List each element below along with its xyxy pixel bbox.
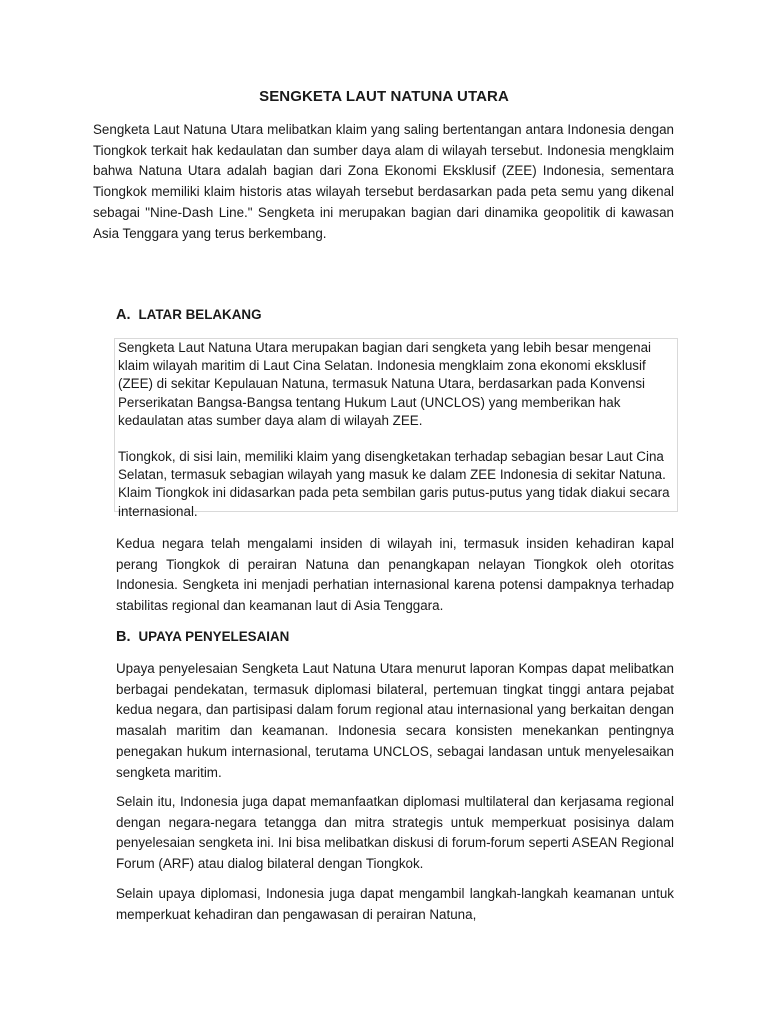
section-b-heading	[116, 629, 289, 645]
section-a-title: LATAR BELAKANG	[138, 307, 262, 322]
section-b-letter: B.	[116, 629, 131, 645]
page-title: SENGKETA LAUT NATUNA UTARA	[259, 88, 509, 105]
intro-paragraph: Sengketa Laut Natuna Utara melibatkan klaim yang saling bertentangan antara Indonesia dengan Tiongkok terkait hak kedaulatan dan sumber daya alam di wilayah tersebut. Indonesia mengklaim bahwa Natuna Utara adalah bagian dari Zona Ekonomi Eksklusif (ZEE) Indonesia, sementara Tiongkok memiliki klaim historis atas wilayah tersebut berdasarkan pada peta semu yang dikenal sebagai "Nine-Dash Line." Sengketa ini merupakan bagian dari dinamika geopolitik di kawasan Asia Tenggara yang terus berkembang.	[93, 122, 674, 241]
background-text-box	[114, 338, 678, 519]
box-paragraph-1: Sengketa Laut Natuna Utara merupakan bagian dari sengketa yang lebih besar mengenai klaim wilayah maritim di Laut Cina Selatan. Indonesia mengklaim zona ekonomi eksklusif (ZEE) di sekitar Kepulauan Natuna, termasuk Natuna Utara, berdasarkan pada Konvensi Perserikatan Bangsa-Bangsa tentang Hukum Laut (UNCLOS) yang memberikan hak kedaulatan atas sumber daya alam di wilayah ZEE.	[118, 340, 652, 428]
section-b-paragraph-2: Selain itu, Indonesia juga dapat memanfaatkan diplomasi multilateral dan kerjasama regional dengan negara-negara tetangga dan mitra strategis untuk memperkuat posisinya dalam penyelesaian sengketa ini. Ini bisa melibatkan diskusi di forum-forum seperti ASEAN Regional Forum (ARF) atau dialog bilateral dengan Tiongkok.	[116, 794, 674, 872]
section-b-paragraph-1: Upaya penyelesaian Sengketa Laut Natuna Utara menurut laporan Kompas dapat melibatkan berbagai pendekatan, termasuk diplomasi bilateral, pertemuan tingkat tinggi antara pejabat kedua negara, dan partisipasi dalam forum regional atau internasional yang berkaitan dengan masalah maritim dan keamanan. Indonesia secara konsisten menekankan pentingnya penegakan hukum internasional, terutama UNCLOS, sebagai landasan untuk menyelesaikan sengketa maritim.	[116, 661, 674, 780]
section-b-title: UPAYA PENYELESAIAN	[138, 629, 290, 644]
section-a-heading	[116, 307, 261, 323]
box-paragraph-2: Tiongkok, di sisi lain, memiliki klaim yang disengketakan terhadap sebagian besar Laut Cina Selatan, termasuk sebagian wilayah yang masuk ke dalam ZEE Indonesia di sekitar Natuna. Klaim Tiongkok ini didasarkan pada peta sembilan garis putus-putus yang tidak diakui secara internasional.	[118, 449, 670, 519]
section-b-paragraph-3: Selain upaya diplomasi, Indonesia juga dapat mengambil langkah-langkah keamanan untuk memperkuat kehadiran dan pengawasan di perairan Natuna,	[116, 886, 674, 922]
section-a-paragraph-3: Kedua negara telah mengalami insiden di wilayah ini, termasuk insiden kehadiran kapal perang Tiongkok di perairan Natuna dan penangkapan nelayan Tiongkok oleh otoritas Indonesia. Sengketa ini menjadi perhatian internasional karena potensi dampaknya terhadap stabilitas regional dan keamanan laut di Asia Tenggara.	[116, 536, 674, 614]
section-a-letter: A.	[116, 307, 131, 323]
